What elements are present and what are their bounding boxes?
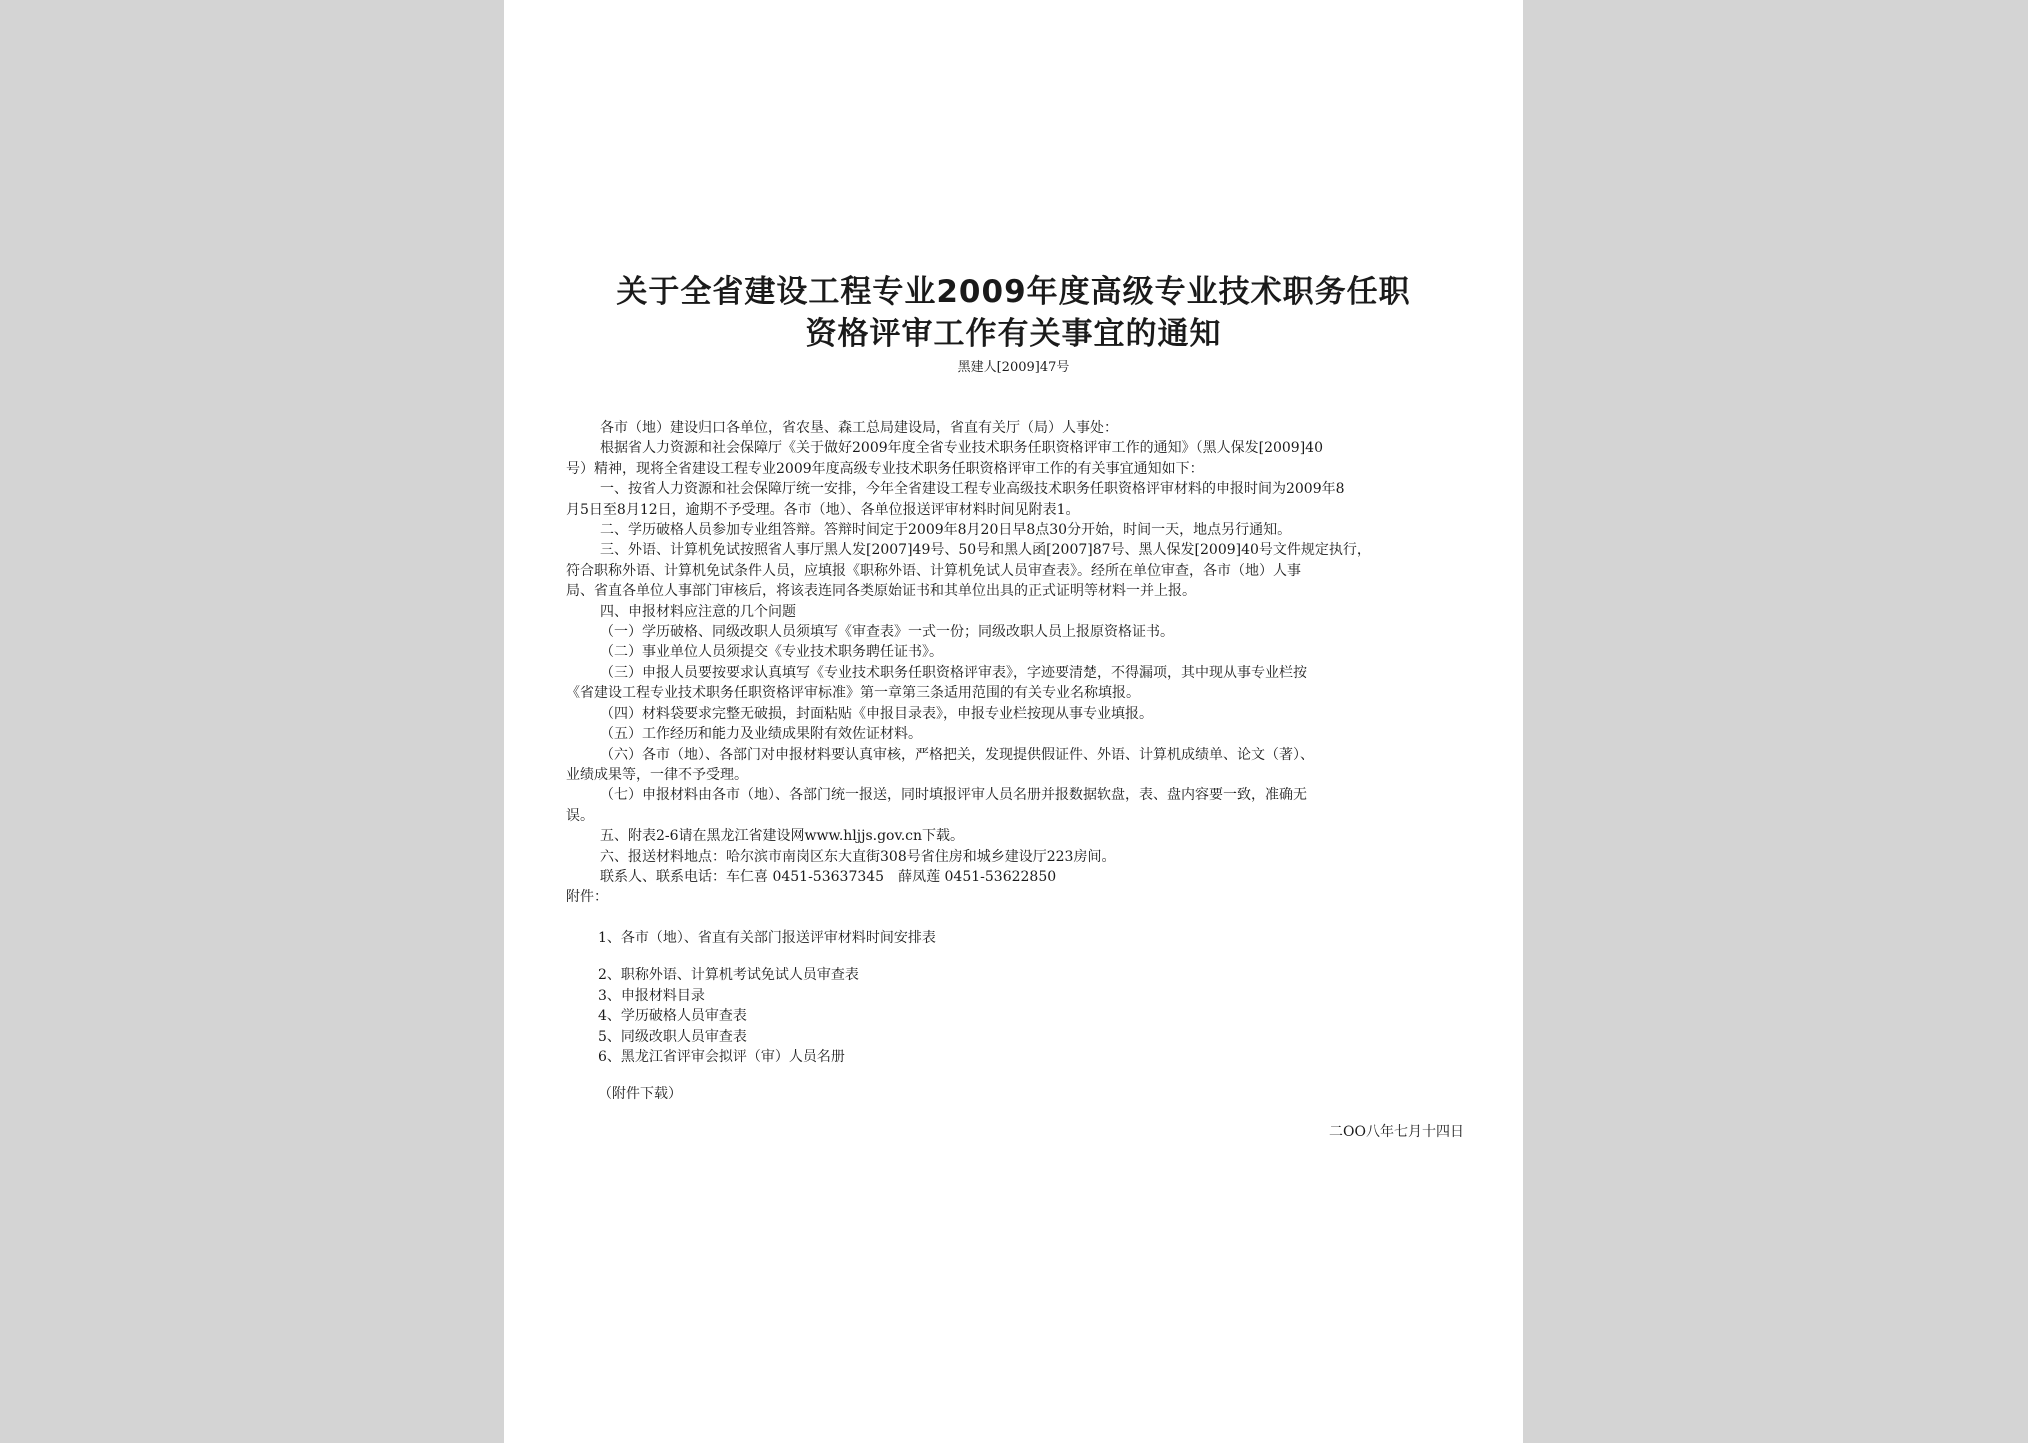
attachment-item: 1、各市（地）、省直有关部门报送评审材料时间安排表 [598,930,936,946]
attachment-item: 2、职称外语、计算机考试免试人员审查表 [598,967,859,983]
body-line: 月5日至8月12日，逾期不予受理。各市（地）、各单位报送评审材料时间见附表1。 [566,501,1080,518]
body-line: （七）申报材料由各市（地）、各部门统一报送，同时填报评审人员名册并报数据软盘，表、盘内容要一致，准确无 [600,787,1307,804]
body-line: 四、申报材料应注意的几个问题 [600,603,796,620]
attachment-item: 6、黑龙江省评审会拟评（审）人员名册 [598,1049,845,1065]
body-line: 业绩成果等，一律不予受理。 [566,766,748,783]
body-line: （一）学历破格、同级改职人员须填写《审查表》一式一份；同级改职人员上报原资格证书。 [600,624,1174,641]
attachments-heading: 附件： [566,889,608,906]
body-line: 号）精神，现将全省建设工程专业2009年度高级专业技术职务任职资格评审工作的有关事宜通知如下： [566,460,1204,477]
body-line: （二）事业单位人员须提交《专业技术职务聘任证书》。 [600,644,943,661]
document-title-line2: 资格评审工作有关事宜的通知 [805,316,1222,352]
body-line: （五）工作经历和能力及业绩成果附有效佐证材料。 [600,726,922,743]
contact-line: 联系人、联系电话：车仁喜 0451-53637345 薛凤莲 0451-53622850 [600,868,1057,885]
document-title-line1: 关于全省建设工程专业2009年度高级专业技术职务任职 [616,274,1411,310]
body-line: 六、报送材料地点：哈尔滨市南岗区东大直街308号省住房和城乡建设厅223房间。 [600,848,1116,865]
document-body [566,418,1446,908]
body-line: （六）各市（地）、各部门对申报材料要认真审核，严格把关，发现提供假证件、外语、计算机成绩单、论文（著）、 [600,746,1314,763]
document-date: 二OO八年七月十四日 [1329,1124,1464,1140]
body-line: 根据省人力资源和社会保障厅《关于做好2009年度全省专业技术职务任职资格评审工作的通知》（黑人保发[2009]40 [600,440,1323,457]
attachment-item: 3、申报材料目录 [598,988,705,1004]
salutation: 各市（地）建设归口各单位，省农垦、森工总局建设局，省直有关厅（局）人事处： [600,420,1118,436]
body-line: 一、按省人力资源和社会保障厅统一安排，今年全省建设工程专业高级技术职务任职资格评审材料的申报时间为2009年8 [600,481,1345,498]
attachment-item: 5、同级改职人员审查表 [598,1029,747,1045]
body-line: 五、附表2-6请在黑龙江省建设网www.hljjs.gov.cn下载。 [600,828,965,845]
document-page [504,0,1523,1443]
body-line: 符合职称外语、计算机免试条件人员，应填报《职称外语、计算机免试人员审查表》。经所在单位审查，各市（地）人事 [566,562,1301,579]
body-line: （四）材料袋要求完整无破损，封面粘贴《申报目录表》，申报专业栏按现从事专业填报。 [600,705,1153,722]
body-line: 局、省直各单位人事部门审核后，将该表连同各类原始证书和其单位出具的正式证明等材料一并上报。 [566,583,1196,600]
body-line: 《省建设工程专业技术职务任职资格评审标准》第一章第三条适用范围的有关专业名称填报。 [566,685,1140,702]
document-number: 黑建人[2009]47号 [957,360,1070,375]
body-line: 二、学历破格人员参加专业组答辩。答辩时间定于2009年8月20日早8点30分开始，时间一天，地点另行通知。 [600,522,1292,539]
attachment-download-link[interactable]: （附件下载） [598,1086,682,1102]
body-line: 三、外语、计算机免试按照省人事厅黑人发[2007]49号、50号和黑人函[2007]87号、黑人保发[2009]40号文件规定执行， [600,542,1371,559]
body-line: （三）申报人员要按要求认真填写《专业技术职务任职资格评审表》，字迹要清楚，不得漏项，其中现从事专业栏按 [600,664,1307,681]
body-line: 误。 [566,807,594,824]
attachment-item: 4、学历破格人员审查表 [598,1008,747,1024]
